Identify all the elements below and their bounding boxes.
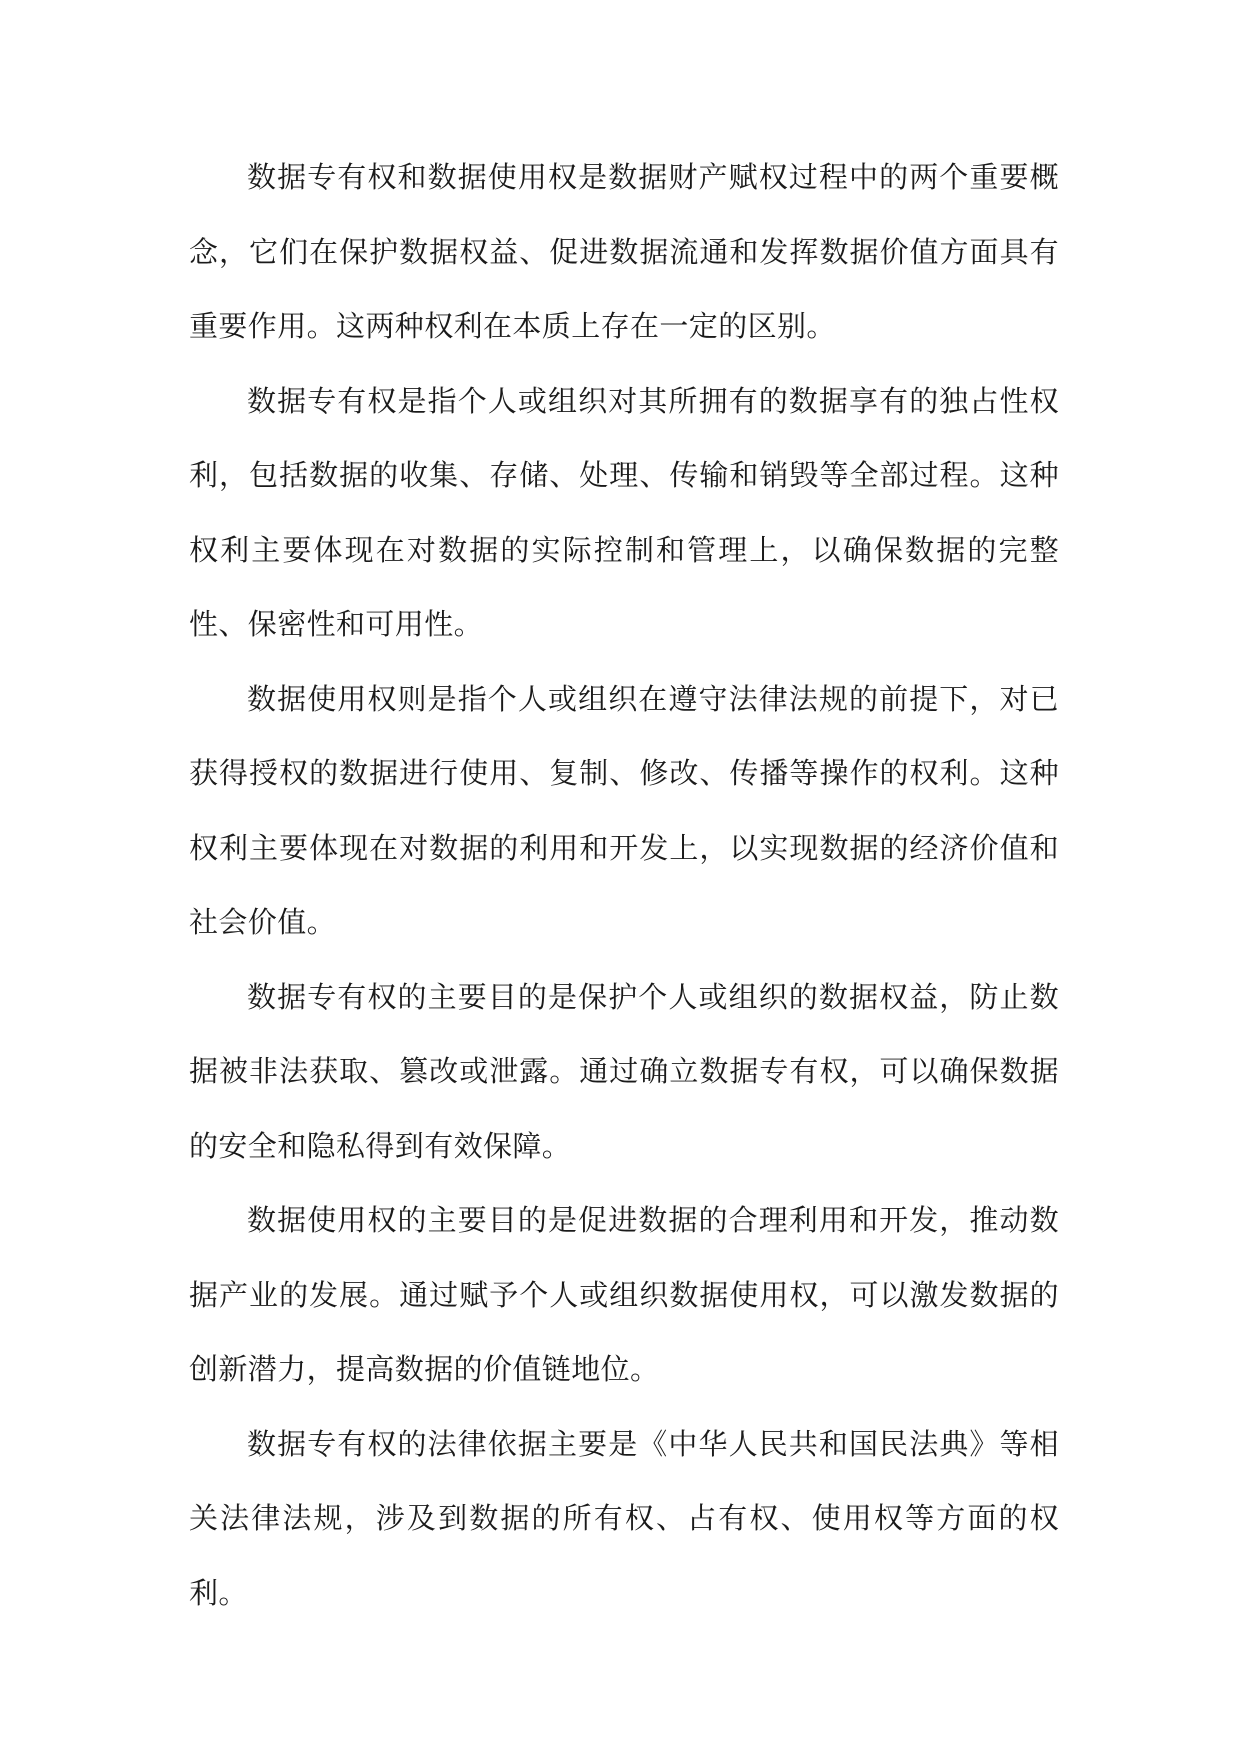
paragraph-2: 数据专有权是指个人或组织对其所拥有的数据享有的独占性权利，包括数据的收集、存储、处理、传输和销毁等全部过程。这种权利主要体现在对数据的实际控制和管理上，以确保数据的完整性、保密性和可用性。: [189, 383, 1059, 641]
paragraph-4: 数据专有权的主要目的是保护个人或组织的数据权益，防止数据被非法获取、篡改或泄露。通过确立数据专有权，可以确保数据的安全和隐私得到有效保障。: [189, 979, 1059, 1163]
paragraph-6: 数据专有权的法律依据主要是《中华人民共和国民法典》等相关法律法规，涉及到数据的所有权、占有权、使用权等方面的权利。: [189, 1426, 1059, 1610]
document-body: [189, 140, 1059, 1630]
paragraph-5: 数据使用权的主要目的是促进数据的合理利用和开发，推动数据产业的发展。通过赋予个人或组织数据使用权，可以激发数据的创新潜力，提高数据的价值链地位。: [189, 1203, 1059, 1386]
paragraph-3: 数据使用权则是指个人或组织在遵守法律法规的前提下，对已获得授权的数据进行使用、复制、修改、传播等操作的权利。这种权利主要体现在对数据的利用和开发上，以实现数据的经济价值和社会价值。: [189, 681, 1059, 939]
paragraph-1: 数据专有权和数据使用权是数据财产赋权过程中的两个重要概念，它们在保护数据权益、促进数据流通和发挥数据价值方面具有重要作用。这两种权利在本质上存在一定的区别。: [189, 160, 1059, 343]
